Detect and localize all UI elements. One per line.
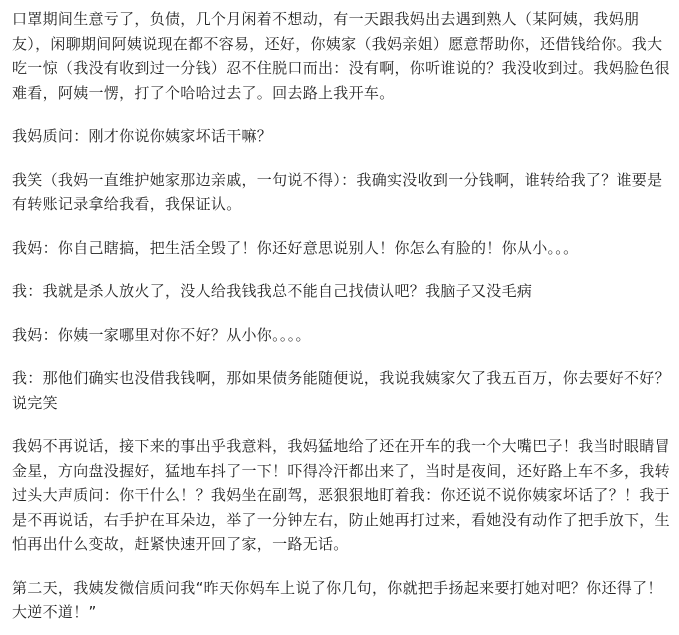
paragraph: 第二天，我姨发微信质问我“昨天你妈车上说了你几句，你就把手扬起来要打她对吧？你还得了！大逆不道！” [12,578,663,621]
paragraph: 我笑（我妈一直维护她家那边亲戚，一句说不得）：我确实没收到一分钱啊，谁转给我了？谁要是有转账记录拿给我看，我保证认。 [12,170,663,213]
paragraph: 我妈：你自己瞎搞，把生活全毁了！你还好意思说别人！你怎么有脸的！你从小。。。 [12,238,579,257]
paragraph: 我：那他们确实也没借我钱啊，那如果债务能随便说，我说我姨家欠了我五百万，你去要好不好？说完笑 [12,369,670,412]
paragraph: 我妈质问：刚才你说你姨家坏话干嘛？ [12,127,273,145]
paragraph: 口罩期间生意亏了，负债，几个月闲着不想动，有一天跟我妈出去遇到熟人（某阿姨，我妈朋友），闲聊期间阿姨说现在都不容易，还好，你姨家（我妈亲姐）愿意帮助你，还借钱给你。我大吃一惊（我没有收到过一分钱）忍不住脱口而出：没有啊，你听谁说的？我没收到过。我妈脸色很难看，阿姨一愣，打了个哈哈过去了。回去路上我开车。 [12,10,670,102]
paragraph: 我：我就是杀人放火了，没人给我钱我总不能自己找债认吧？我脑子又没毛病 [12,282,533,300]
article-body [12,7,672,625]
paragraph: 我妈：你姨一家哪里对你不好？从小你。。。。 [12,325,311,344]
paragraph: 我妈不再说话，接下来的事出乎我意料，我妈猛地给了还在开车的我一个大嘴巴子！我当时眼睛冒金星，方向盘没握好，猛地车抖了一下！吓得冷汗都出来了，当时是夜间，还好路上车不多，我转过头大声质问：你干什么！？我妈坐在副驾，恶狠狠地盯着我：你还说不说你姨家坏话了？！我于是不再说话，右手护在耳朵边，举了一分钟左右，防止她再打过来，看她没有动作了把手放下，生怕再出什么变故，赶紧快速开回了家，一路无话。 [12,437,670,553]
